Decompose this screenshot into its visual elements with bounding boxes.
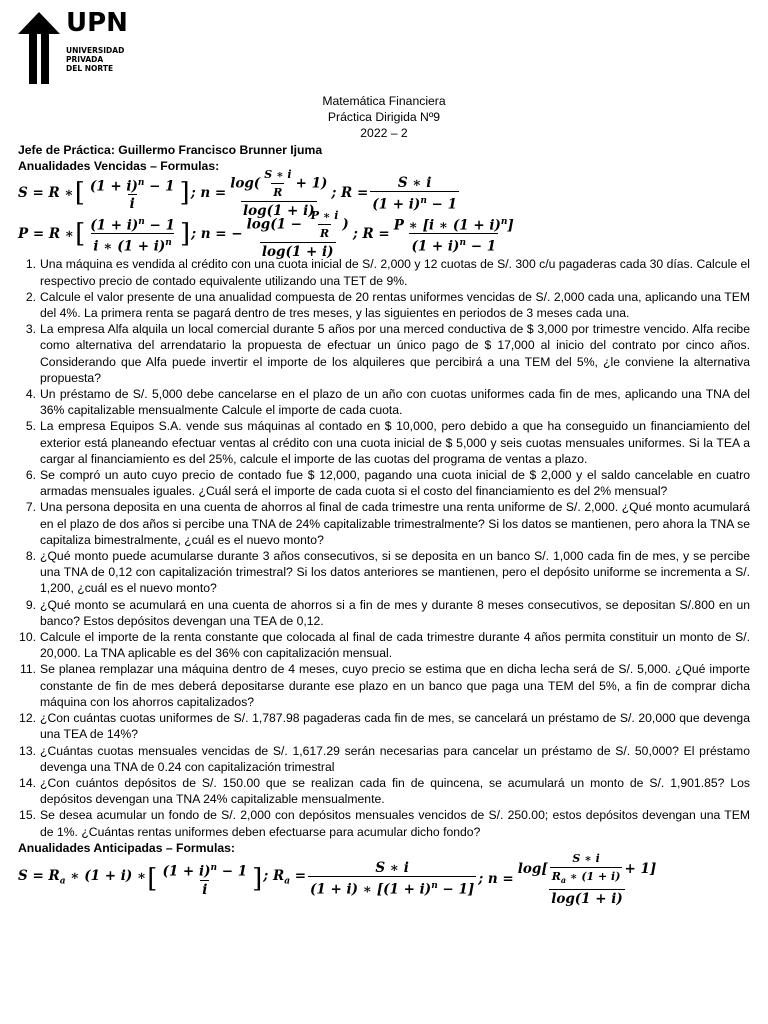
logo-name: UPN [66, 8, 128, 38]
problem-number: 7. [25, 500, 36, 515]
problem-number: 4. [25, 387, 36, 402]
problem-number: 8. [25, 549, 36, 564]
problem-number: 11. [19, 662, 36, 677]
problem-text: ¿Cuántas cuotas mensuales vencidas de S/. 1,617.29 serán necesarias para cancelar un préstamo de S/. 50,000? El préstamo devenga una TNA de 0.24 con capitalización trimestral [40, 743, 750, 774]
problem-number: 9. [25, 597, 36, 612]
problem-item [18, 661, 750, 710]
problem-item [18, 775, 750, 807]
problem-number: 12. [19, 711, 36, 726]
problem-text: La empresa Alfa alquila un local comercial durante 5 años por una merced conductiva de $ 3,000 por trimestre vencido. Alfa recibe como alternativa del arrendatario la propuesta de efectuar un único pago de $ 17,000 al inicio del contrato por cinco años. Considerando que Alfa puede invertir el importe de los alquileres que percibirá a una TEM del 5%, ¿le conviene la alternativa propuesta? [40, 322, 750, 385]
term: 2022 – 2 [360, 126, 408, 140]
problem-number: 6. [25, 468, 36, 483]
section-title-vencidas: Anualidades Vencidas – Formulas: [18, 159, 220, 174]
problem-text: ¿Qué monto puede acumularse durante 3 años consecutivos, si se deposita en un banco S/. 1,000 cada fin de mes, y se percibe una TNA de 0,12 con capitalización trimestral? Si los datos anteriores se mantienen, pero el depósito uniforme se incrementa a S/. 1,200, ¿cuál es el nuevo monto? [40, 549, 750, 596]
problem-item [18, 418, 750, 467]
problem-text: Calcule el valor presente de una anualidad compuesta de 20 rentas uniformes vencidas de S/. 2,000 cada una, aplicando una TEM del 4%. La primera renta se pagará dentro de tres meses, y las siguientes en periodos de 3 meses cada una. [40, 289, 750, 321]
problem-number: 15. [19, 808, 36, 823]
problem-list [18, 256, 750, 839]
problem-item [18, 710, 750, 742]
formula-row-present-value: P = R ∗ [ $\frac{(1 + i)^n - 1}{i ∗ (1 + i)^n}$ ] ; n = − log(1 − $\frac{P ∗ i}{R}$ ) log(1 + i) ; R = $\frac{P ∗ [i ∗ (1 + i)^n]}{(1 + i)^n - 1}$ [18, 209, 514, 261]
problem-text: Un préstamo de S/. 5,000 debe cancelarse en el plazo de un año con cuotas uniformes cada fin de mes, aplicando una TNA del 36% capitalizable mensualmente Calcule el importe de cada cuota. [40, 387, 750, 418]
problem-text: Se desea acumular un fondo de S/. 2,000 con depósitos mensuales vencidos de S/. 250.00; estos depósitos devengan una TEM de 1%. ¿Cuántas rentas uniformes deben efectuarse para acumular dicho fondo? [40, 808, 750, 839]
problem-text: ¿Con cuántas cuotas uniformes de S/. 1,787.98 pagaderas cada fin de mes, se cancelará un préstamo de S/. 20,000 que devenga una TEA de 14%? [40, 711, 750, 742]
problem-number: 13. [19, 743, 36, 758]
formula-row-future-value: S = R ∗ [ $\frac{(1 + i)^n - 1}{i}$ ] ; n = log( $\frac{S ∗ i}{R}$ + 1) log(1 + i) ; R = $\frac{S ∗ i}{(1 + i)^n - 1}$ [18, 168, 457, 220]
problem-item [18, 321, 750, 386]
problem-number: 5. [25, 419, 36, 434]
course-title: Matemática Financiera [322, 94, 446, 108]
problem-number: 2. [25, 289, 36, 304]
problem-item [18, 289, 750, 321]
problem-item [18, 499, 750, 548]
problem-text: Calcule el importe de la renta constante que colocada al final de cada trimestre durante 4 años permita constituir un monto de S/. 20,000. La TNA aplicable es del 36% con capitalización mensual. [40, 630, 750, 661]
problem-item [18, 548, 750, 597]
problem-text: Se compró un auto cuyo precio de contado fue $ 12,000, pagando una cuota inicial de $ 2,000 y el saldo cancelable en cuatro armadas mensuales iguales. ¿Cuál será el importe de cada cuota si el costo del financiamiento es del 2% mensual? [40, 468, 750, 499]
problem-item [18, 386, 750, 418]
instructor: Jefe de Práctica: Guillermo Francisco Brunner Ijuma [18, 143, 323, 157]
problem-item [18, 629, 750, 661]
problem-item [18, 256, 750, 288]
problem-number: 3. [25, 322, 36, 337]
problem-item [18, 597, 750, 629]
problem-text: ¿Qué monto se acumulará en una cuenta de ahorros si a fin de mes y durante 8 meses consecutivos, se depositan S/.800 en un banco? Estos depósitos devengan una TEA de 0,12. [40, 597, 750, 628]
problem-text: Una persona deposita en una cuenta de ahorros al final de cada trimestre una renta uniforme de S/. 2,000. ¿Qué monto acumulará en el plazo de dos años si percibe una TNA de 24% capitalizable trimestralmente? Si los datos se mantienen, pero ahora la TNA se capitaliza bimestralmente, ¿cuál es el nuevo monto? [40, 500, 750, 547]
upn-arrow-icon [18, 12, 60, 84]
practice-title: Práctica Dirigida Nº9 [327, 110, 441, 124]
problem-text: ¿Con cuántos depósitos de S/. 150.00 que se realizan cada fin de quincena, se acumulará un monto de S/. 1,901.85? Los depósitos devengan una TNA 24% capitalizable mensualmente. [40, 775, 750, 807]
logo-subtitle: UNIVERSIDAD PRIVADA DEL NORTE [66, 46, 125, 73]
upn-logo [18, 8, 128, 86]
problem-number: 10. [19, 630, 36, 645]
problem-text: Se planea remplazar una máquina dentro de 4 meses, cuyo precio se estima que en dicha lecha será de S/. 5,000. ¿Qué importe constante de fin de mes deberá depositarse durante ese plazo en un banco que paga una TEM del 5%, a fin de comprar dicha máquina con los ahorros capitalizados? [40, 662, 750, 709]
problem-item [18, 807, 750, 839]
problem-item [18, 743, 750, 775]
problem-number: 1. [25, 257, 36, 272]
problem-text: Una máquina es vendida al crédito con una cuota inicial de S/. 2,000 y 12 cuotas de S/. 300 c/u pagaderas cada 30 días. Calcule el respectivo precio de contado equivalente utilizando una TET de 9%. [40, 257, 750, 288]
problem-number: 14. [19, 775, 36, 790]
formula-row-annuity-due: $S = R_a$ ∗ (1 + i) ∗ [ $\frac{(1 + i)^n - 1}{i}$ ] ; $R_a$ = $\frac{S ∗ i}{(1 + i) ∗ [(1 + i)^n - 1]}$ ; n = log[ $\frac{S ∗ i}{R_a ∗ (1 + i)}$ + 1] log(1 + i) [18, 852, 657, 907]
problem-text: La empresa Equipos S.A. vende sus máquinas al contado en $ 10,000, pero debido a que ha conseguido un financiamiento del exterior está planeando efectuar ventas al crédito con una cuota inicial de $ 5,000 y seis cuotas mensuales uniformes. Si la TEA a cargar al financiamiento es del 25%, calcule el importe de las cuotas del programa de ventas a plazo. [40, 419, 750, 466]
section-title-anticipadas: Anualidades Anticipadas – Formulas: [18, 840, 235, 855]
document-body [18, 142, 750, 907]
problem-item [18, 467, 750, 499]
